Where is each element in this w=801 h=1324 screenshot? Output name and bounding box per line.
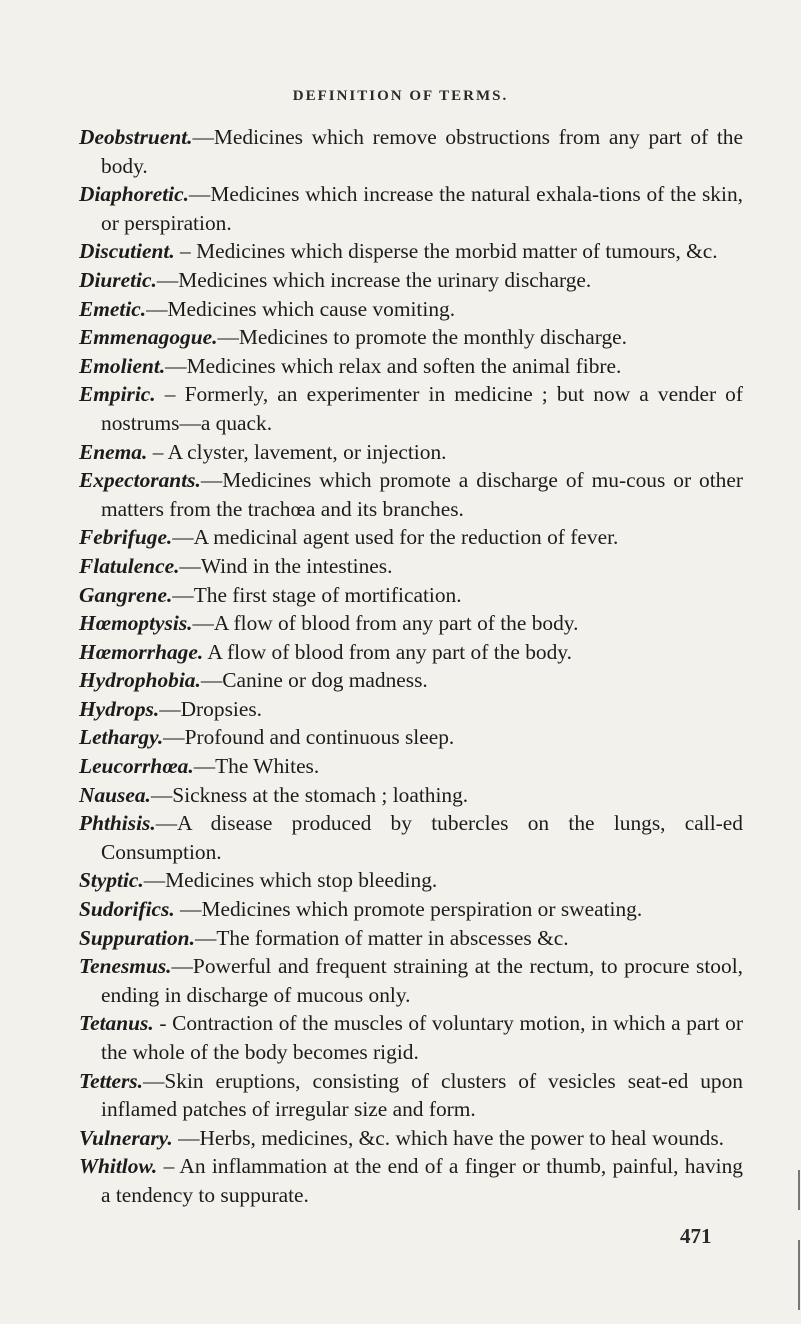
entry-definition: Medicines which relax and soften the animal fibre. bbox=[186, 353, 622, 378]
glossary-entry bbox=[79, 695, 743, 724]
entry-definition: Contraction of the muscles of voluntary motion, in which a part or the whole of the body becomes rigid. bbox=[101, 1011, 743, 1064]
glossary-entries bbox=[79, 123, 743, 1210]
entry-definition: A flow of blood from any part of the body. bbox=[213, 611, 579, 636]
entry-separator: — bbox=[200, 468, 223, 493]
entry-definition: Sickness at the stomach ; loathing. bbox=[172, 782, 469, 807]
entry-separator: — bbox=[172, 582, 194, 607]
glossary-entry bbox=[79, 781, 743, 810]
entry-term: Styptic. bbox=[79, 868, 144, 893]
glossary-entry bbox=[79, 924, 743, 953]
glossary-entry bbox=[79, 666, 743, 695]
entry-term: Tenesmus. bbox=[79, 954, 172, 979]
entry-term: Hœmorrhage. bbox=[79, 639, 204, 664]
entry-term: Phthisis. bbox=[79, 811, 156, 836]
entry-separator: — bbox=[142, 1068, 165, 1093]
entry-separator: — bbox=[163, 725, 185, 750]
entry-separator: — bbox=[172, 1125, 200, 1150]
entry-term: Vulnerary. bbox=[79, 1125, 173, 1150]
glossary-entry bbox=[79, 552, 743, 581]
entry-separator: — bbox=[172, 525, 194, 550]
entry-term: Empiric. bbox=[79, 382, 156, 407]
entry-separator: — bbox=[174, 897, 202, 922]
glossary-entry bbox=[79, 237, 743, 266]
entry-definition: Dropsies. bbox=[180, 696, 263, 721]
entry-term: Deobstruent. bbox=[79, 125, 193, 149]
entry-separator: — bbox=[156, 267, 179, 292]
entry-term: Hydrophobia. bbox=[79, 668, 201, 693]
entry-term: Flatulence. bbox=[79, 553, 180, 578]
entry-separator: — bbox=[179, 553, 201, 578]
glossary-entry bbox=[79, 323, 743, 352]
glossary-entry bbox=[79, 438, 743, 467]
entry-definition: The formation of matter in abscesses &c. bbox=[216, 925, 569, 950]
entry-separator: — bbox=[193, 754, 216, 779]
glossary-entry bbox=[79, 466, 743, 523]
entry-separator: – bbox=[157, 1154, 180, 1179]
entry-term: Diaphoretic. bbox=[79, 182, 189, 207]
entry-term: Gangrene. bbox=[79, 582, 173, 607]
entry-definition: Herbs, medicines, &c. which have the power to heal wounds. bbox=[199, 1125, 724, 1150]
entry-term: Whitlow. bbox=[79, 1154, 158, 1179]
glossary-entry bbox=[79, 123, 743, 180]
entry-term: Tetters. bbox=[79, 1068, 143, 1093]
entry-term: Sudorifics. bbox=[79, 897, 175, 922]
entry-definition: Powerful and frequent straining at the rectum, to procure stool, ending in discharge of mucous only. bbox=[101, 954, 743, 1007]
entry-separator: - bbox=[153, 1011, 173, 1036]
glossary-entry bbox=[79, 952, 743, 1009]
entry-definition: Medicines which promote perspiration or sweating. bbox=[201, 897, 643, 922]
glossary-entry bbox=[79, 809, 743, 866]
entry-separator: — bbox=[146, 296, 168, 321]
entry-separator: — bbox=[217, 325, 239, 350]
entry-term: Suppuration. bbox=[79, 925, 195, 950]
glossary-entry bbox=[79, 352, 743, 381]
glossary-entry bbox=[79, 380, 743, 437]
entry-separator: – bbox=[147, 439, 168, 464]
glossary-entry bbox=[79, 609, 743, 638]
glossary-entry bbox=[79, 581, 743, 610]
glossary-entry bbox=[79, 723, 743, 752]
entry-separator: — bbox=[192, 611, 214, 636]
entry-separator: — bbox=[150, 782, 173, 807]
entry-definition: Medicines which stop bleeding. bbox=[165, 868, 438, 893]
entry-definition: A clyster, lavement, or injection. bbox=[167, 439, 447, 464]
entry-definition: Medicines which disperse the morbid matter of tumours, &c. bbox=[196, 239, 718, 264]
entry-separator: — bbox=[155, 811, 178, 836]
entry-definition: Skin eruptions, consisting of clusters of vesicles seat-ed upon inflamed patches of irregular size and form. bbox=[101, 1068, 743, 1122]
entry-separator: — bbox=[200, 668, 223, 693]
entry-term: Tetanus. bbox=[79, 1011, 154, 1036]
entry-term: Hydrops. bbox=[79, 696, 160, 721]
entry-separator: — bbox=[192, 125, 214, 149]
glossary-entry bbox=[79, 866, 743, 895]
entry-separator: — bbox=[171, 954, 193, 979]
glossary-entry bbox=[79, 295, 743, 324]
entry-term: Leucorrhœa. bbox=[79, 754, 194, 779]
glossary-entry bbox=[79, 1124, 743, 1153]
entry-definition: Wind in the intestines. bbox=[200, 553, 393, 578]
entry-term: Enema. bbox=[79, 439, 148, 464]
entry-separator: — bbox=[159, 696, 181, 721]
glossary-entry bbox=[79, 180, 743, 237]
entry-separator: – bbox=[155, 382, 185, 407]
running-head: DEFINITION OF TERMS. bbox=[292, 88, 509, 104]
glossary-entry bbox=[79, 1152, 743, 1209]
entry-definition: A disease produced by tubercles on the lungs, call-ed Consumption. bbox=[101, 811, 743, 864]
entry-separator: — bbox=[165, 353, 187, 378]
glossary-entry bbox=[79, 638, 743, 667]
entry-separator: — bbox=[194, 925, 217, 950]
entry-term: Emetic. bbox=[79, 296, 147, 321]
glossary-entry bbox=[79, 895, 743, 924]
entry-separator: — bbox=[143, 868, 166, 893]
entry-definition: Profound and continuous sleep. bbox=[184, 725, 455, 750]
entry-term: Emolient. bbox=[79, 353, 166, 378]
page-edge-mark bbox=[798, 1240, 800, 1310]
entry-definition: An inflammation at the end of a finger or thumb, painful, having a tendency to suppurate. bbox=[101, 1154, 744, 1207]
entry-definition: Medicines which increase the natural exhala-tions of the skin, or perspiration. bbox=[101, 182, 743, 235]
glossary-entry bbox=[79, 1009, 743, 1066]
page-edge-mark bbox=[798, 1170, 800, 1210]
entry-definition: Medicines which cause vomiting. bbox=[167, 296, 456, 321]
glossary-entry bbox=[79, 266, 743, 295]
entry-definition: Canine or dog madness. bbox=[222, 668, 428, 693]
entry-term: Nausea. bbox=[79, 782, 151, 807]
entry-term: Discutient. bbox=[79, 239, 175, 264]
glossary-entry bbox=[79, 752, 743, 781]
entry-separator: — bbox=[188, 182, 211, 207]
entry-definition: Medicines to promote the monthly discharge. bbox=[238, 325, 627, 350]
entry-term: Expectorants. bbox=[79, 468, 201, 493]
entry-term: Lethargy. bbox=[79, 725, 164, 750]
page-number: 471 bbox=[680, 1224, 712, 1248]
entry-term: Febrifuge. bbox=[79, 525, 173, 550]
entry-definition: Medicines which increase the urinary discharge. bbox=[178, 267, 592, 292]
entry-definition: A flow of blood from any part of the body. bbox=[207, 639, 572, 664]
entry-definition: The Whites. bbox=[215, 754, 320, 779]
entry-definition: The first stage of mortification. bbox=[193, 582, 462, 607]
entry-definition: Medicines which remove obstructions from any part of the body. bbox=[101, 125, 743, 178]
glossary-entry bbox=[79, 523, 743, 552]
entry-term: Emmenagogue. bbox=[79, 325, 218, 350]
entry-definition: Formerly, an experimenter in medicine ; but now a vender of nostrums—a quack. bbox=[101, 382, 744, 435]
entry-separator: – bbox=[174, 239, 197, 264]
glossary-entry bbox=[79, 1067, 743, 1124]
entry-definition: Medicines which promote a discharge of mu-cous or other matters from the trachœa and its branches. bbox=[101, 468, 743, 521]
entry-term: Diuretic. bbox=[79, 267, 157, 292]
entry-term: Hœmoptysis. bbox=[79, 611, 193, 636]
entry-definition: A medicinal agent used for the reduction of fever. bbox=[193, 525, 619, 550]
